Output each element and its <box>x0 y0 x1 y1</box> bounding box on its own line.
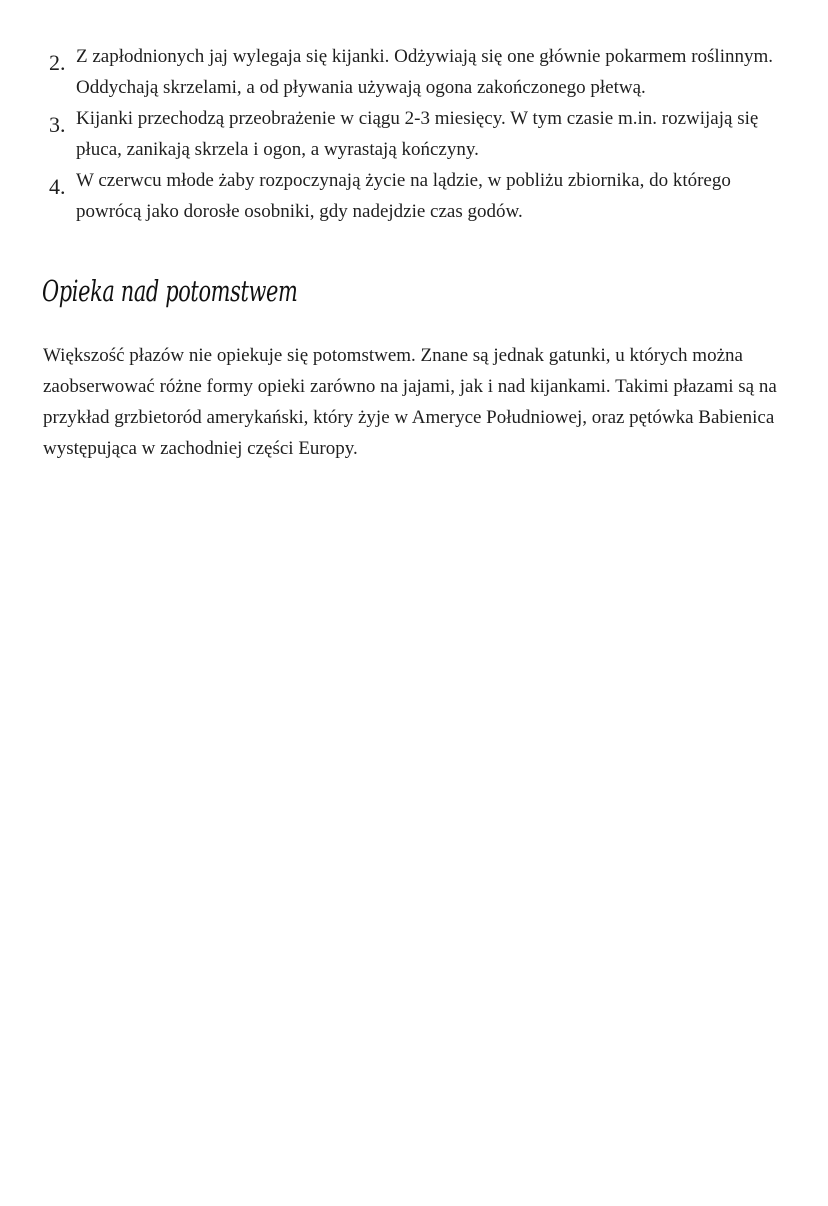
list-item <box>0 165 828 227</box>
list-item-text: Kijanki przechodzą przeobrażenie w ciągu 2-3 miesięcy. W tym czasie m.in. rozwijają się płuca, zanikają skrzela i ogon, a wyrastają kończyny. <box>76 108 759 160</box>
numbered-list <box>0 41 828 227</box>
list-item <box>0 41 828 103</box>
list-item-text: W czerwcu młode żaby rozpoczynają życie na lądzie, w pobliżu zbiornika, do którego powrócą jako dorosłe osobniki, gdy nadejdzie czas godów. <box>76 170 731 222</box>
section-paragraph: Większość płazów nie opiekuje się potomstwem. Znane są jednak gatunki, u których można zaobserwować różne formy opieki zarówno na jajami, jak i nad kijankami. Takimi płazami są na przykład grzbietoród amerykański, który żyje w Ameryce Południowej, oraz pętówka Babienica występująca w zachodniej części Europy. <box>43 345 777 459</box>
list-item <box>0 103 828 165</box>
list-item-text: Z zapłodnionych jaj wylegaja się kijanki. Odżywiają się one głównie pokarmem roślinnym. Oddychają skrzelami, a od pływania używają ogona zakończonego płetwą. <box>76 46 774 98</box>
list-item-number: 4. <box>49 174 66 199</box>
section-heading: Opieka nad potomstwem <box>42 274 298 308</box>
list-item-number: 2. <box>49 50 66 75</box>
list-item-number: 3. <box>49 112 66 137</box>
